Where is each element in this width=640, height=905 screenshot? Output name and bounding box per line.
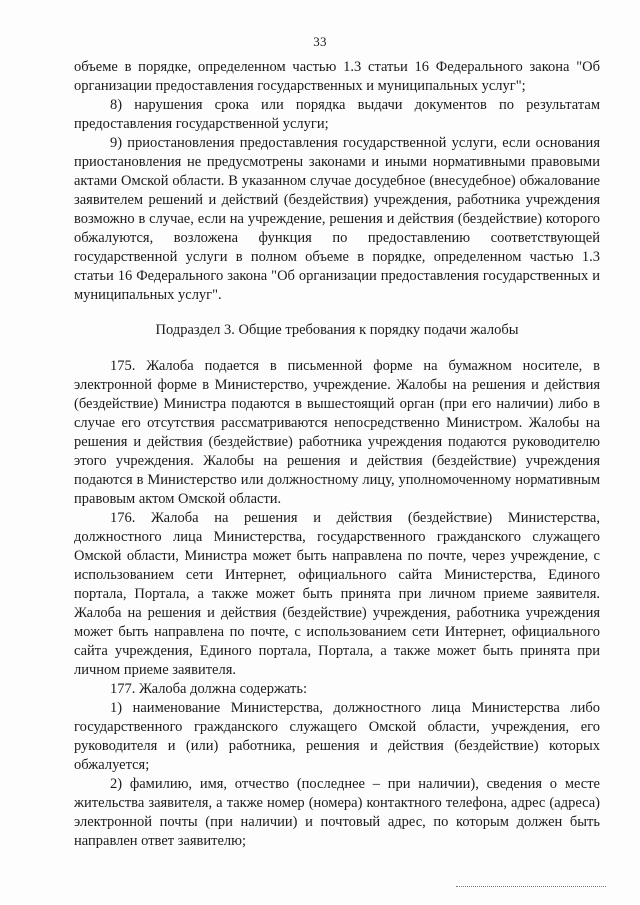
paragraph-continuation: объеме в порядке, определенном частью 1.3 статьи 16 Федерального закона "Об организации предоставления государственных и муниципальных услуг";	[74, 59, 600, 94]
paragraph-177-item-1: 1) наименование Министерства, должностного лица Министерства либо государственного гражданского служащего Омской области, учреждения, его руководителя и (или) работника, решения и действия (бездействие) которых обжалуется;	[74, 700, 600, 773]
page-number: 33	[313, 34, 327, 49]
paragraph-176: 176. Жалоба на решения и действия (бездействие) Министерства, должностного лица Министерства, государственного гражданского служащего Омской области, Министра может быть направлена по почте, через учреждение, с использованием сети Интернет, официального сайта Министерства, Единого портала, Портала, а также может быть принята при личном приеме заявителя. Жалоба на решения и действия (бездействие) учреждения, работника учреждения может быть направлена по почте, с использованием сети Интернет, официального сайта учреждения, Единого портала, Портала, а также может быть принята при личном приеме заявителя.	[74, 510, 600, 678]
paragraph-item-9: 9) приостановления предоставления государственной услуги, если основания приостановления не предусмотрены законами и иными нормативными правовыми актами Омской области. В указанном случае досудебное (внесудебное) обжалование заявителем решений и действий (бездействия) учреждения, работника учреждения возможно в случае, если на учреждение, решения и действия (бездействие) которого обжалуются, возложена функция по предоставлению соответствующей государственной услуги в полном объеме в порядке, определенном частью 1.3 статьи 16 Федерального закона "Об организации предоставления государственных и муниципальных услуг".	[74, 135, 600, 303]
paragraph-175: 175. Жалоба подается в письменной форме на бумажном носителе, в электронной форме в Министерство, учреждение. Жалобы на решения и действия (бездействие) Министра подаются в вышестоящий орган (при его наличии) либо в случае его отсутствия рассматриваются непосредственно Министром. Жалобы на решения и действия (бездействие) работника учреждения подаются руководителю этого учреждения. Жалобы на решения и действия (бездействие) учреждения подаются в Министерство или должностному лицу, уполномоченному нормативным правовым актом Омской области.	[74, 358, 600, 507]
paragraph-177-item-2: 2) фамилию, имя, отчество (последнее – при наличии), сведения о месте жительства заявителя, а также номер (номера) контактного телефона, адрес (адреса) электронной почты (при наличии) и почтовый адрес, по которым должен быть направлен ответ заявителю;	[74, 776, 600, 849]
document-body	[74, 58, 600, 851]
paragraph-item-8: 8) нарушения срока или порядка выдачи документов по результатам предоставления государственной услуги;	[74, 97, 600, 132]
scan-artifact-dots	[456, 884, 606, 887]
paragraph-177: 177. Жалоба должна содержать:	[110, 681, 308, 697]
subsection-heading: Подраздел 3. Общие требования к порядку подачи жалобы	[155, 322, 519, 338]
